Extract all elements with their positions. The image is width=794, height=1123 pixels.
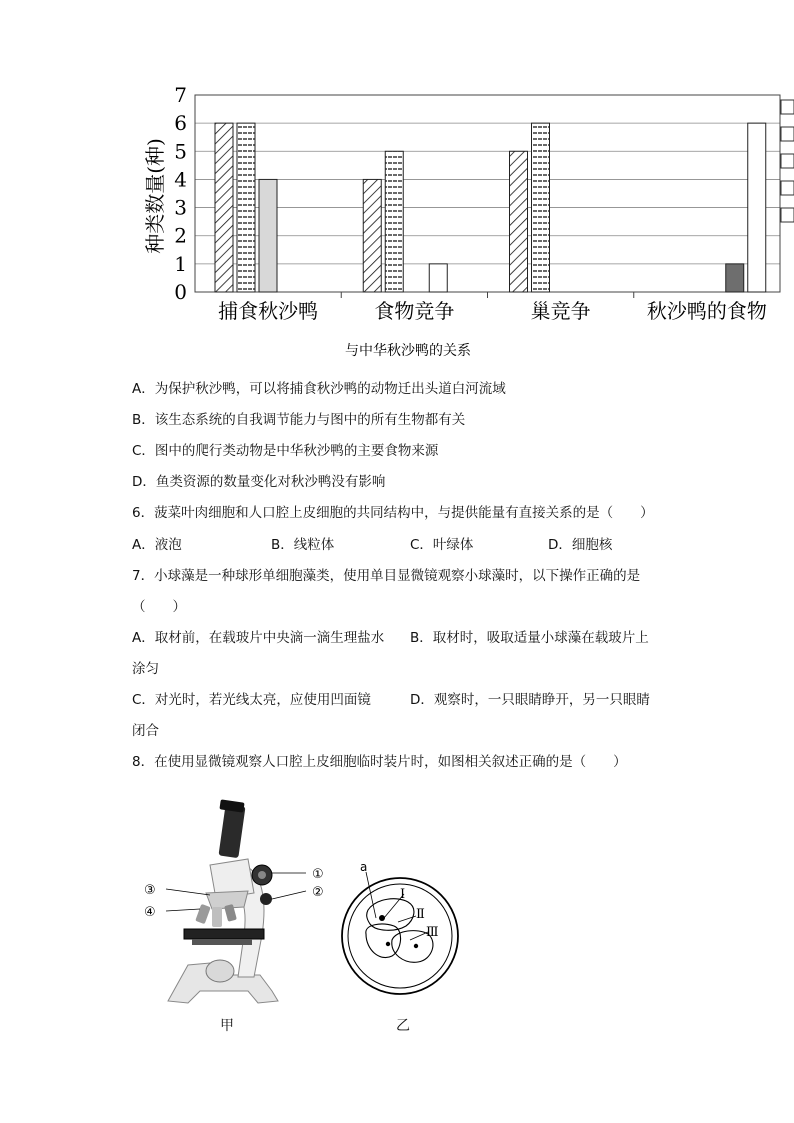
microscope-label-3: ③ bbox=[144, 883, 156, 898]
y-tick-label: 3 bbox=[174, 195, 187, 220]
y-tick-label: 2 bbox=[174, 223, 187, 248]
q6-option-a: A．液泡 bbox=[132, 537, 182, 553]
q6-option-b: B．线粒体 bbox=[271, 537, 335, 553]
microscope-figure bbox=[140, 795, 340, 1015]
q8-stem: 8．在使用显微镜观察人口腔上皮细胞临时装片时，如图相关叙述正确的是（ ） bbox=[132, 754, 627, 770]
figure-caption-yi: 乙 bbox=[396, 1018, 410, 1034]
cell-label-1: Ⅰ bbox=[400, 887, 406, 902]
x-tick-label: 食物竞争 bbox=[374, 299, 455, 323]
q7-option-d-cont: 闭合 bbox=[132, 723, 159, 739]
legend-swatch bbox=[781, 100, 794, 114]
bar bbox=[429, 264, 447, 292]
plot-frame bbox=[195, 95, 780, 292]
bar-chart bbox=[140, 70, 794, 370]
bar bbox=[726, 264, 744, 292]
bar bbox=[363, 179, 381, 292]
q6-option-d: D．细胞核 bbox=[548, 537, 613, 553]
y-tick-label: 7 bbox=[174, 83, 187, 107]
legend-swatch bbox=[781, 127, 794, 141]
q5-option-d: D．鱼类资源的数量变化对秋沙鸭没有影响 bbox=[132, 474, 386, 490]
bar bbox=[532, 123, 550, 292]
q5-option-c: C．图中的爬行类动物是中华秋沙鸭的主要食物来源 bbox=[132, 443, 439, 459]
q7-option-a: A．取材前，在载玻片中央滴一滴生理盐水 bbox=[132, 630, 385, 646]
q7-option-c: C．对光时，若光线太亮，应使用凹面镜 bbox=[132, 692, 371, 708]
bar bbox=[259, 179, 277, 292]
bar bbox=[510, 151, 528, 292]
x-tick-label: 捕食秋沙鸭 bbox=[218, 299, 319, 323]
microscope-label-4: ④ bbox=[144, 905, 156, 920]
cell-label-3: Ⅲ bbox=[426, 925, 439, 940]
q7-option-b-cont: 涂匀 bbox=[132, 661, 159, 677]
x-axis-title: 与中华秋沙鸭的关系 bbox=[345, 343, 471, 359]
bar bbox=[215, 123, 233, 292]
cell-label-2: Ⅱ bbox=[416, 907, 425, 922]
microscope-label-2: ② bbox=[312, 885, 324, 900]
q6-option-c: C．叶绿体 bbox=[410, 537, 474, 553]
figure-caption-jia: 甲 bbox=[220, 1018, 234, 1034]
q7-option-b: B．取材时，吸取适量小球藻在载玻片上 bbox=[410, 630, 649, 646]
y-tick-label: 1 bbox=[174, 251, 187, 276]
y-tick-label: 5 bbox=[174, 139, 187, 164]
cell-label-a: a bbox=[360, 860, 368, 874]
bar bbox=[748, 123, 766, 292]
cell-view-figure bbox=[336, 858, 468, 1008]
x-tick-label: 巢竞争 bbox=[530, 299, 591, 323]
x-tick-label: 秋沙鸭的食物 bbox=[646, 299, 767, 323]
legend-swatch bbox=[781, 154, 794, 168]
microscope-label-1: ① bbox=[312, 867, 324, 882]
y-axis-label: 种类数量(种) bbox=[143, 138, 167, 254]
legend-swatch bbox=[781, 181, 794, 195]
q5-option-b: B．该生态系统的自我调节能力与图中的所有生物都有关 bbox=[132, 412, 466, 428]
q6-stem: 6．菠菜叶肉细胞和人口腔上皮细胞的共同结构中，与提供能量有直接关系的是（ ） bbox=[132, 505, 654, 521]
bar bbox=[385, 151, 403, 292]
q7-option-d: D．观察时，一只眼睛睁开，另一只眼睛 bbox=[410, 692, 650, 708]
bar bbox=[237, 123, 255, 292]
y-tick-label: 6 bbox=[174, 111, 187, 136]
y-tick-label: 0 bbox=[174, 280, 187, 304]
q7-stem-line1: 7．小球藻是一种球形单细胞藻类，使用单目显微镜观察小球藻时，以下操作正确的是 bbox=[132, 568, 641, 584]
q7-stem-line2: （ ） bbox=[132, 599, 186, 615]
q5-option-a: A．为保护秋沙鸭，可以将捕食秋沙鸭的动物迁出头道白河流域 bbox=[132, 381, 506, 397]
y-tick-label: 4 bbox=[174, 167, 187, 192]
legend-swatch bbox=[781, 208, 794, 222]
